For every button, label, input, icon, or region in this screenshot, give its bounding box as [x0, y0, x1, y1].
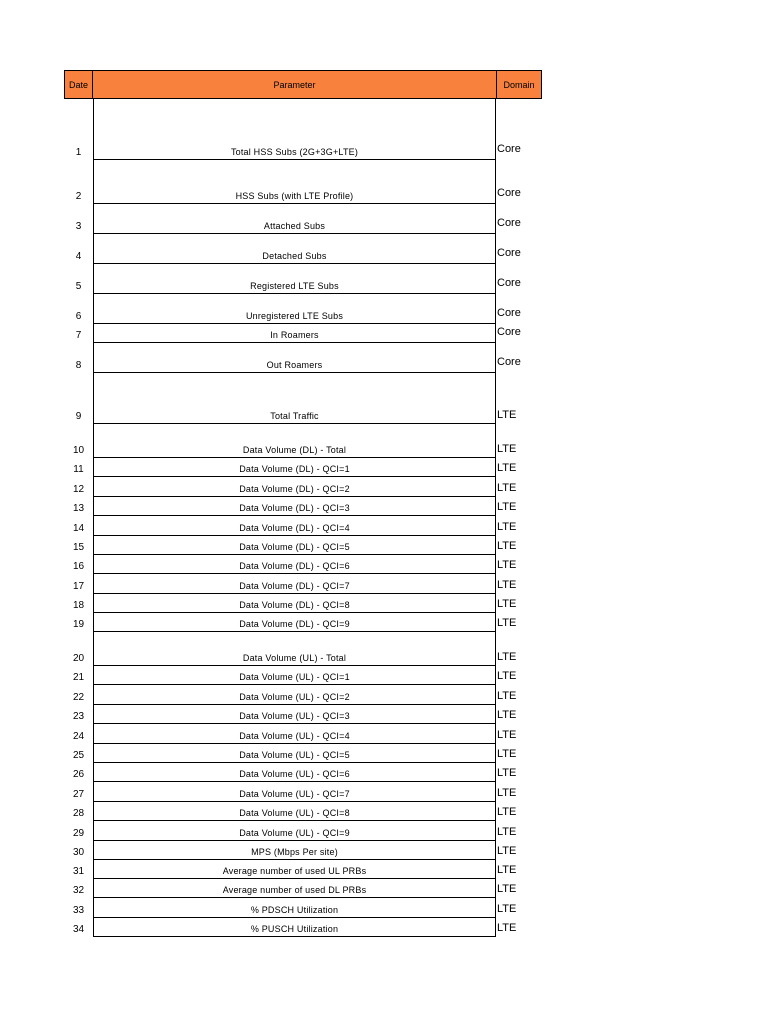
- table-row[interactable]: [64, 705, 544, 724]
- table-row[interactable]: [64, 458, 544, 477]
- date-cell[interactable]: 6: [75, 311, 82, 322]
- domain-cell[interactable]: Core: [497, 217, 521, 229]
- table-row[interactable]: [64, 264, 544, 294]
- date-cell[interactable]: 33: [72, 905, 85, 916]
- parameter-cell[interactable]: Data Volume (DL) - QCI=2: [239, 484, 350, 494]
- domain-cell[interactable]: LTE: [497, 579, 517, 591]
- table-row[interactable]: [64, 802, 544, 821]
- parameter-cell[interactable]: Average number of used DL PRBs: [222, 885, 367, 895]
- date-cell[interactable]: 26: [72, 769, 85, 780]
- domain-cell[interactable]: LTE: [497, 826, 517, 838]
- parameter-cell[interactable]: Data Volume (UL) - QCI=5: [239, 750, 350, 760]
- parameter-cell[interactable]: Data Volume (DL) - Total: [242, 445, 347, 455]
- parameter-cell[interactable]: Data Volume (UL) - QCI=7: [239, 789, 350, 799]
- parameter-cell[interactable]: % PDSCH Utilization: [250, 905, 339, 915]
- parameter-cell[interactable]: % PUSCH Utilization: [250, 924, 339, 934]
- parameter-cell[interactable]: Data Volume (UL) - QCI=4: [239, 731, 350, 741]
- domain-cell[interactable]: Core: [497, 143, 521, 155]
- date-cell[interactable]: 27: [72, 789, 85, 800]
- table-row[interactable]: [64, 204, 544, 234]
- domain-cell[interactable]: LTE: [497, 806, 517, 818]
- table-row[interactable]: [64, 763, 544, 782]
- row-border: [93, 936, 496, 937]
- domain-cell[interactable]: Core: [497, 326, 521, 338]
- parameter-cell[interactable]: Data Volume (UL) - QCI=1: [239, 672, 350, 682]
- parameter-cell[interactable]: Data Volume (UL) - QCI=2: [239, 692, 350, 702]
- table-row[interactable]: [64, 879, 544, 898]
- domain-cell[interactable]: LTE: [497, 864, 517, 876]
- date-cell[interactable]: 9: [75, 411, 82, 422]
- table-row[interactable]: [64, 373, 544, 424]
- table-row[interactable]: [64, 516, 544, 536]
- parameter-cell[interactable]: Out Roamers: [266, 360, 323, 370]
- date-cell[interactable]: 21: [72, 672, 85, 683]
- date-cell[interactable]: 13: [72, 503, 85, 514]
- domain-cell[interactable]: LTE: [497, 651, 517, 663]
- date-cell[interactable]: 11: [73, 464, 84, 475]
- parameter-cell[interactable]: Total HSS Subs (2G+3G+LTE): [230, 147, 359, 157]
- domain-cell[interactable]: LTE: [497, 729, 517, 741]
- domain-cell[interactable]: LTE: [497, 670, 517, 682]
- domain-cell[interactable]: LTE: [497, 443, 517, 455]
- table-row[interactable]: [64, 324, 544, 343]
- domain-cell[interactable]: LTE: [497, 922, 517, 934]
- parameter-cell[interactable]: Data Volume (DL) - QCI=7: [239, 581, 350, 591]
- table-row[interactable]: [64, 574, 544, 594]
- parameter-cell[interactable]: Data Volume (UL) - Total: [242, 653, 347, 663]
- domain-cell[interactable]: Core: [497, 247, 521, 259]
- date-cell[interactable]: 18: [72, 600, 85, 611]
- table-row[interactable]: [64, 744, 544, 763]
- parameter-cell[interactable]: Data Volume (DL) - QCI=5: [239, 542, 350, 552]
- date-cell[interactable]: 24: [72, 731, 85, 742]
- parameter-cell[interactable]: Detached Subs: [262, 251, 327, 261]
- parameter-cell[interactable]: Data Volume (UL) - QCI=6: [239, 769, 350, 779]
- date-cell[interactable]: 31: [72, 866, 85, 877]
- parameter-cell[interactable]: Data Volume (UL) - QCI=3: [239, 711, 350, 721]
- table-row[interactable]: [64, 860, 544, 879]
- date-cell[interactable]: 29: [72, 828, 85, 839]
- date-cell[interactable]: 4: [75, 251, 82, 262]
- domain-cell[interactable]: LTE: [497, 462, 517, 474]
- date-cell[interactable]: 2: [75, 191, 82, 202]
- domain-cell[interactable]: LTE: [497, 767, 517, 779]
- date-cell[interactable]: 17: [72, 581, 85, 592]
- table-row[interactable]: [64, 294, 544, 324]
- domain-cell[interactable]: Core: [497, 307, 521, 319]
- table-row[interactable]: [64, 99, 544, 160]
- date-cell[interactable]: 3: [75, 221, 82, 232]
- table-row[interactable]: [64, 536, 544, 555]
- table-row[interactable]: [64, 724, 544, 744]
- domain-cell[interactable]: LTE: [497, 748, 517, 760]
- parameter-cell[interactable]: Data Volume (DL) - QCI=1: [239, 464, 350, 474]
- table-row[interactable]: [64, 632, 544, 666]
- header-domain[interactable]: Domain: [496, 70, 542, 99]
- date-cell[interactable]: 23: [72, 711, 85, 722]
- domain-cell[interactable]: LTE: [497, 690, 517, 702]
- table-row[interactable]: [64, 613, 544, 632]
- table-row[interactable]: [64, 497, 544, 516]
- table-row[interactable]: [64, 918, 544, 937]
- domain-cell[interactable]: LTE: [497, 845, 517, 857]
- parameter-cell[interactable]: Data Volume (UL) - QCI=9: [239, 828, 350, 838]
- parameter-cell[interactable]: In Roamers: [270, 330, 319, 340]
- parameter-cell[interactable]: Data Volume (DL) - QCI=3: [239, 503, 350, 513]
- table-row[interactable]: [64, 666, 544, 685]
- date-cell[interactable]: 1: [75, 147, 82, 158]
- domain-cell[interactable]: LTE: [497, 903, 517, 915]
- parameter-cell[interactable]: MPS (Mbps Per site): [251, 847, 338, 857]
- date-cell[interactable]: 34: [72, 924, 85, 935]
- table-row[interactable]: [64, 594, 544, 613]
- domain-cell[interactable]: LTE: [497, 709, 517, 721]
- date-cell[interactable]: 16: [72, 561, 85, 572]
- table-row[interactable]: [64, 477, 544, 497]
- domain-cell[interactable]: LTE: [497, 617, 517, 629]
- parameter-cell[interactable]: Average number of used UL PRBs: [222, 866, 367, 876]
- parameter-cell[interactable]: HSS Subs (with LTE Profile): [235, 191, 354, 201]
- domain-cell[interactable]: Core: [497, 356, 521, 368]
- table-row[interactable]: [64, 555, 544, 574]
- domain-cell[interactable]: LTE: [497, 787, 517, 799]
- header-parameter[interactable]: Parameter: [93, 70, 496, 99]
- table-row[interactable]: [64, 841, 544, 860]
- domain-cell[interactable]: LTE: [497, 598, 517, 610]
- domain-cell[interactable]: LTE: [497, 409, 517, 421]
- domain-cell[interactable]: LTE: [497, 559, 517, 571]
- domain-cell[interactable]: Core: [497, 277, 521, 289]
- table-row[interactable]: [64, 343, 544, 373]
- parameter-cell[interactable]: Data Volume (DL) - QCI=4: [239, 523, 350, 533]
- table-row[interactable]: [64, 685, 544, 705]
- date-cell[interactable]: 32: [72, 885, 85, 896]
- parameter-cell[interactable]: Data Volume (UL) - QCI=8: [239, 808, 350, 818]
- parameter-cell[interactable]: Unregistered LTE Subs: [245, 311, 344, 321]
- table-row[interactable]: [64, 821, 544, 841]
- parameter-cell[interactable]: Registered LTE Subs: [250, 281, 339, 291]
- parameter-cell[interactable]: Data Volume (DL) - QCI=8: [239, 600, 350, 610]
- date-cell[interactable]: 10: [72, 445, 85, 456]
- table-row[interactable]: [64, 424, 544, 458]
- domain-cell[interactable]: LTE: [497, 540, 517, 552]
- parameter-cell[interactable]: Data Volume (DL) - QCI=6: [239, 561, 350, 571]
- date-cell[interactable]: 22: [72, 692, 85, 703]
- domain-cell[interactable]: LTE: [497, 883, 517, 895]
- header-date[interactable]: Date: [64, 70, 93, 99]
- table-row[interactable]: [64, 782, 544, 802]
- date-cell[interactable]: 25: [72, 750, 85, 761]
- table-row[interactable]: [64, 160, 544, 204]
- date-cell[interactable]: 19: [72, 619, 85, 630]
- domain-cell[interactable]: LTE: [497, 501, 517, 513]
- date-cell[interactable]: 14: [72, 523, 85, 534]
- date-cell[interactable]: 7: [75, 330, 82, 341]
- parameter-cell[interactable]: Attached Subs: [263, 221, 326, 231]
- domain-cell[interactable]: LTE: [497, 521, 517, 533]
- date-cell[interactable]: 20: [72, 653, 85, 664]
- date-cell[interactable]: 12: [72, 484, 85, 495]
- parameter-cell[interactable]: Data Volume (DL) - QCI=9: [239, 619, 350, 629]
- parameter-cell[interactable]: Total Traffic: [270, 411, 319, 421]
- table-row[interactable]: [64, 234, 544, 264]
- date-cell[interactable]: 28: [72, 808, 85, 819]
- domain-cell[interactable]: Core: [497, 187, 521, 199]
- date-cell[interactable]: 15: [72, 542, 85, 553]
- date-cell[interactable]: 8: [75, 360, 82, 371]
- table-row[interactable]: [64, 898, 544, 918]
- domain-cell[interactable]: LTE: [497, 482, 517, 494]
- date-cell[interactable]: 5: [75, 281, 82, 292]
- date-cell[interactable]: 30: [72, 847, 85, 858]
